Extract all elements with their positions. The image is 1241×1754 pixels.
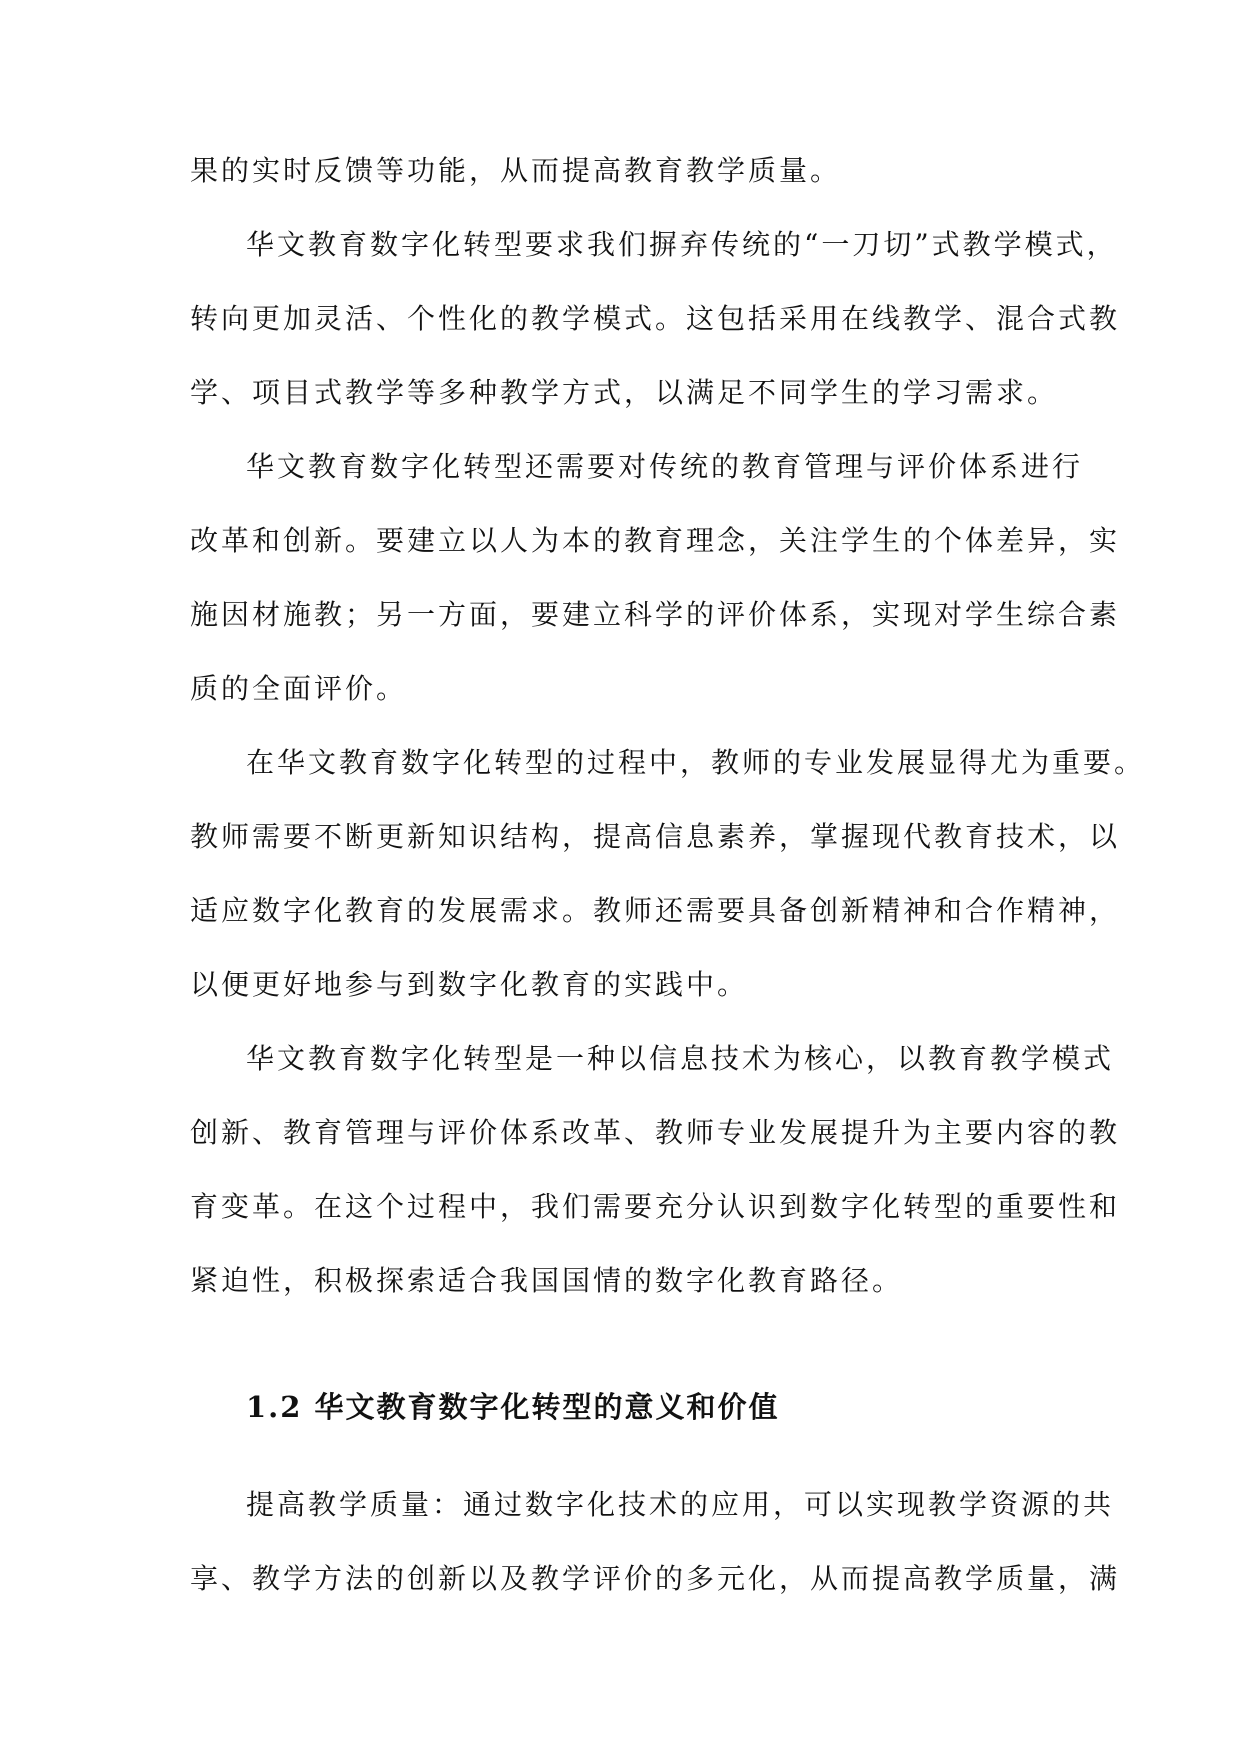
section-heading: 1.2 华文教育数字化转型的意义和价值	[246, 1390, 780, 1424]
text-line: 教师需要不断更新知识结构，提高信息素养，掌握现代教育技术，以	[190, 820, 1121, 853]
text-line: 以便更好地参与到数字化教育的实践中。	[190, 968, 749, 1001]
paragraph-summary	[190, 1033, 1121, 1329]
text-line: 享、教学方法的创新以及教学评价的多元化，从而提高教学质量，满	[190, 1562, 1121, 1596]
document-body	[190, 145, 1146, 1627]
text-line: 学、项目式教学等多种教学方式，以满足不同学生的学习需求。	[190, 376, 1059, 409]
text-line: 育变革。在这个过程中，我们需要充分认识到数字化转型的重要性和	[190, 1190, 1121, 1223]
text-line: 施因材施教；另一方面，要建立科学的评价体系，实现对学生综合素	[190, 598, 1121, 631]
text-line: 紧迫性，积极探索适合我国国情的数字化教育路径。	[190, 1264, 904, 1297]
text-line: 适应数字化教育的发展需求。教师还需要具备创新精神和合作精神，	[190, 894, 1121, 927]
text-line: 华文教育数字化转型要求我们摒弃传统的“一刀切”式教学模式，	[246, 228, 1118, 261]
paragraph-teaching-mode	[190, 219, 1121, 441]
text-line: 在华文教育数字化转型的过程中，教师的专业发展显得尤为重要。	[246, 746, 1146, 779]
text-line: 改革和创新。要建立以人为本的教育理念，关注学生的个体差异，实	[190, 524, 1121, 557]
text-line: 华文教育数字化转型是一种以信息技术为核心，以教育教学模式	[246, 1042, 1115, 1075]
text-line: 创新、教育管理与评价体系改革、教师专业发展提升为主要内容的教	[190, 1116, 1121, 1149]
paragraph-continuation	[190, 145, 1060, 219]
paragraph-teaching-quality	[190, 1479, 1121, 1627]
text-line: 果的实时反馈等功能，从而提高教育教学质量。	[190, 154, 842, 187]
text-line: 提高教学质量：通过数字化技术的应用，可以实现教学资源的共	[246, 1488, 1115, 1522]
text-line: 质的全面评价。	[190, 672, 408, 705]
text-line: 华文教育数字化转型还需要对传统的教育管理与评价体系进行	[246, 450, 1084, 483]
paragraph-management-evaluation	[190, 441, 1121, 737]
paragraph-teacher-development	[190, 737, 1146, 1033]
text-line: 转向更加灵活、个性化的教学模式。这包括采用在线教学、混合式教	[190, 302, 1121, 335]
